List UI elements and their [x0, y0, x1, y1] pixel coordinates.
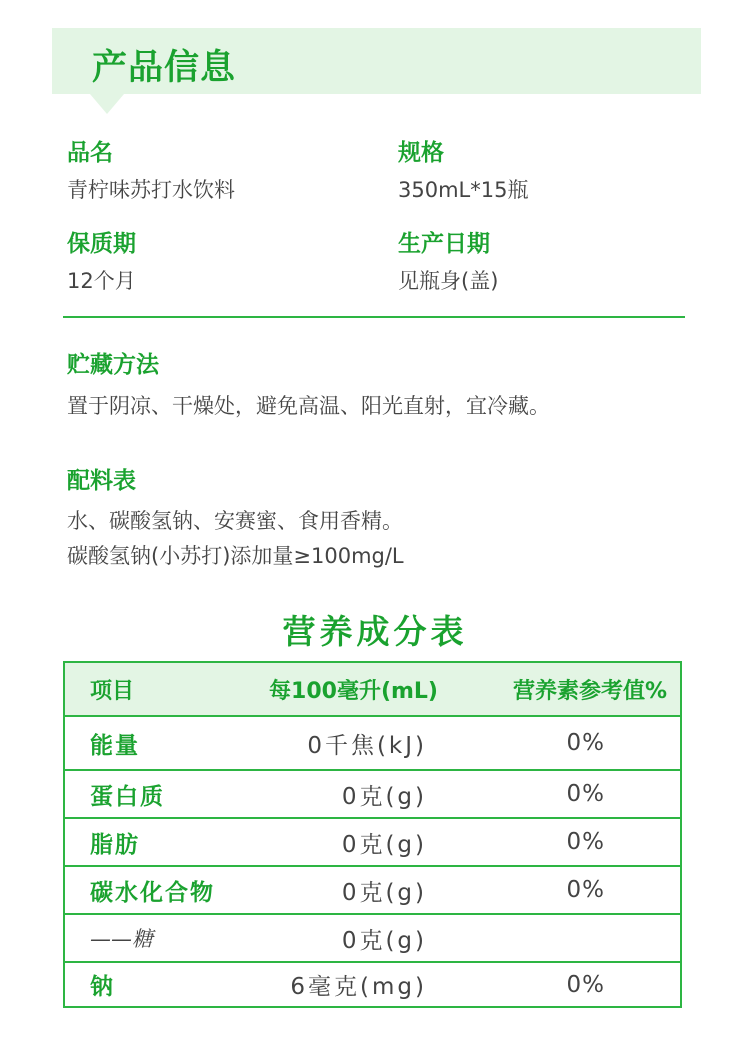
table-row: [65, 819, 680, 867]
divider: [63, 316, 685, 318]
storage-value: 置于阴凉、干燥处，避免高温、阳光直射，宜冷藏。: [67, 394, 550, 418]
table-row: [65, 867, 680, 915]
header-band-pointer: [90, 94, 124, 114]
spec-label: 规格: [398, 140, 444, 166]
row-item: 碳水化合物: [90, 879, 215, 906]
row-nrv: [535, 915, 605, 961]
row-item: ——糖: [90, 927, 153, 951]
header-per100: 每100毫升(mL): [269, 678, 438, 704]
row-per100: 0克(g): [341, 927, 427, 954]
production-date-value: 见瓶身(盖): [398, 269, 499, 293]
shelf-life-value: 12个月: [67, 269, 136, 293]
row-item: 脂肪: [90, 831, 140, 858]
page-title: 产品信息: [92, 48, 237, 88]
table-row: [65, 915, 680, 963]
row-nrv: 0%: [566, 730, 605, 756]
row-nrv: 0%: [566, 829, 605, 855]
table-row: [65, 771, 680, 819]
row-item: 蛋白质: [90, 783, 165, 810]
table-row: [65, 963, 680, 1006]
row-per100: 0千焦(kJ): [307, 732, 427, 759]
nutrition-title: 营养成分表: [282, 612, 468, 651]
row-nrv: 0%: [566, 877, 605, 903]
table-header-row: [65, 663, 680, 717]
row-per100: 6毫克(mg): [290, 974, 427, 1000]
row-per100: 0克(g): [341, 831, 427, 858]
row-nrv: 0%: [566, 971, 605, 998]
name-value: 青柠味苏打水饮料: [67, 178, 235, 202]
table-row: [65, 717, 680, 771]
row-per100: 0克(g): [341, 879, 427, 906]
row-item: 钠: [90, 974, 115, 1000]
ingredients-line: 碳酸氢钠(小苏打)添加量≥100mg/L: [67, 544, 404, 568]
ingredients-label: 配料表: [67, 468, 136, 494]
row-per100: 0克(g): [341, 783, 427, 810]
spec-value: 350mL*15瓶: [398, 178, 529, 202]
header-nrv: 营养素参考值%: [512, 678, 667, 704]
shelf-life-label: 保质期: [67, 231, 136, 257]
production-date-label: 生产日期: [398, 231, 490, 257]
row-item: 能量: [90, 732, 140, 759]
row-nrv: 0%: [566, 781, 605, 807]
storage-label: 贮藏方法: [67, 352, 159, 378]
header-item: 项目: [90, 678, 135, 704]
name-label: 品名: [67, 140, 113, 166]
ingredients-line: 水、碳酸氢钠、安赛蜜、食用香精。: [67, 509, 403, 533]
nutrition-table: [63, 661, 682, 1008]
